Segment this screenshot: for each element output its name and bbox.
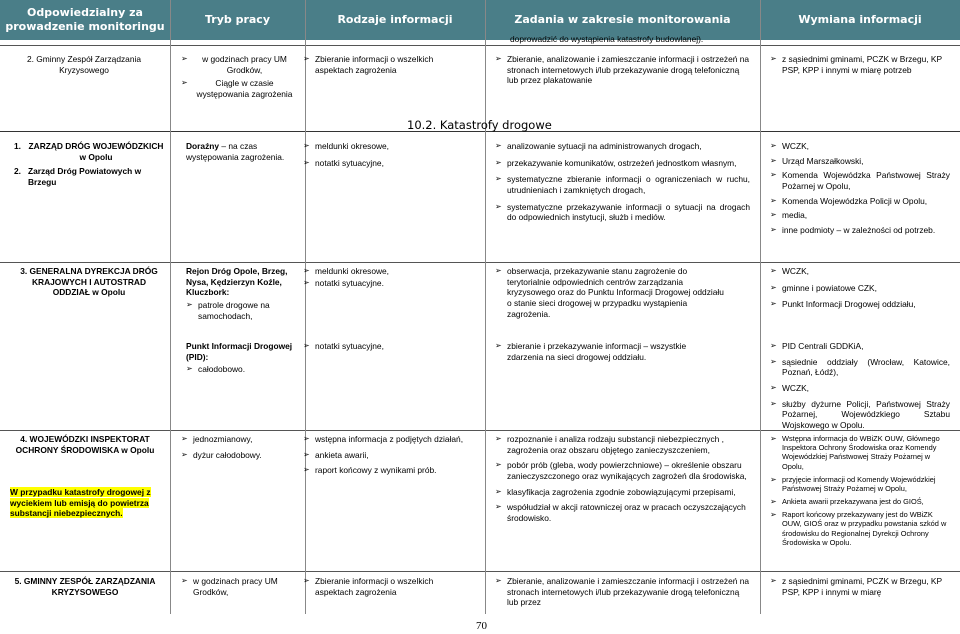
row4-mode-list	[186, 364, 298, 375]
row4-info-list	[303, 341, 473, 355]
row3-exchange-list	[770, 266, 955, 313]
row6-exchange-list	[770, 576, 950, 600]
row2-responsible-item: 1. ZARZĄD DRÓG WOJEWÓDZKICH w Opolu	[14, 141, 164, 162]
column-divider	[760, 0, 761, 614]
row2-exchange-item: ➢ Urząd Marszałkowski,	[770, 156, 950, 167]
row5-info-list	[303, 434, 473, 479]
row4-mode-item: ➢ całodobowo.	[186, 364, 298, 375]
row2-task-item: ➢ systematyczne przekazywanie informacji o sytuacji na drogach do odpowiednich instytucji, służb i mediów.	[495, 202, 750, 223]
header-work-mode: Tryb pracy	[170, 0, 305, 40]
row1-task-item: ➢ Zbieranie, analizowanie i zamieszczanie informacji i ostrzeżeń na stronach internetowych i/lub przekazywanie drogą telefoniczną lub przez plakatowanie	[495, 54, 750, 86]
row-divider	[0, 45, 960, 46]
row3-tasks-list	[495, 266, 725, 322]
row3-info-list	[303, 266, 473, 291]
row2-responsible-text: ZARZĄD DRÓG WOJEWÓDZKICH w Opolu	[28, 141, 164, 162]
row6-responsible: 5. GMINNY ZESPÓŁ ZARZĄDZANIA KRYZYSOWEGO	[14, 576, 156, 597]
row4-tasks-list	[495, 341, 715, 365]
header-monitoring-tasks: Zadania w zakresie monitorowania	[485, 0, 760, 40]
row2-exchange-item: ➢ inne podmioty – w zależności od potrzeb.	[770, 225, 950, 236]
row6-info-item: ➢ Zbieranie informacji o wszelkich aspektach zagrożenia	[303, 576, 473, 597]
row3-info-item: ➢ notatki sytuacyjne.	[303, 278, 473, 289]
row-divider	[0, 571, 960, 572]
row6-info-list	[303, 576, 473, 600]
row2-exchange-list	[770, 141, 950, 239]
row5-mode-list	[181, 434, 296, 463]
row2-tasks-list	[495, 141, 750, 226]
row2-mode	[186, 141, 286, 162]
row2-info-list	[303, 141, 473, 171]
row2-exchange-item: ➢ Komenda Wojewódzka Państwowej Straży Pożarnej w Opolu,	[770, 170, 950, 191]
row3-exchange-item: ➢ Punkt Informacji Drogowej oddziału,	[770, 299, 955, 310]
row4-exchange-item: ➢ PID Centrali GDDKiA,	[770, 341, 950, 352]
row1-exchange-list	[770, 54, 950, 78]
row6-task-item: ➢ Zbieranie, analizowanie i zamieszczanie informacji i ostrzeżeń na stronach internetowych i/lub przekazywanie drogą telefoniczną lub przez	[495, 576, 750, 608]
row5-info-item: ➢ raport końcowy z wynikami prób.	[303, 465, 473, 476]
row2-mode-label: Doraźny	[186, 141, 220, 151]
row5-exchange-item: ➢ Ankieta awarii przekazywana jest do GIOŚ,	[770, 497, 950, 506]
row5-task-item: ➢ pobór prób (gleba, wody powierzchniowe) – określenie obszaru zanieczyszczonego oraz wynikających zagrożeń dla środowiska,	[495, 460, 755, 481]
row6-mode-list	[181, 576, 296, 600]
row3-mode-list	[186, 300, 298, 321]
row3-exchange-item: ➢ WCZK,	[770, 266, 955, 277]
row5-responsible: 4. WOJEWÓDZKI INSPEKTORAT OCHRONY ŚRODOWISKA w Opolu	[15, 434, 155, 455]
row3-exchange-item: ➢ gminne i powiatowe CZK,	[770, 283, 955, 294]
row2-mode-text: – na czas występowania zagrożenia.	[186, 141, 285, 162]
row1-mode-list	[181, 54, 296, 103]
row4-exchange-list	[770, 341, 950, 434]
page-number: 70	[476, 620, 487, 632]
row4-info-item: ➢ notatki sytuacyjne,	[303, 341, 473, 352]
column-divider	[170, 0, 171, 614]
header-info-exchange: Wymiana informacji	[760, 0, 960, 40]
row4-exchange-item: ➢ sąsiednie oddziały (Wrocław, Katowice, Poznań, Łódź),	[770, 357, 950, 378]
row4-exchange-item: ➢ służby dyżurne Policji, Państwowej Straży Pożarnej, Wojewódzkiego Sztabu Wojskowego w Opolu.	[770, 399, 950, 431]
column-divider	[485, 0, 486, 614]
continuation-text: doprowadzić do wystąpienia katastrofy budowlanej).	[510, 34, 704, 44]
row5-task-item: ➢ współudział w akcji ratowniczej oraz w pracach oczyszczających środowisko.	[495, 502, 755, 523]
row6-mode-item: ➢ w godzinach pracy UM Grodków,	[181, 576, 296, 597]
row5-tasks-list	[495, 434, 755, 527]
header-info-types: Rodzaje informacji	[305, 0, 485, 40]
row2-responsible-item: 2. Zarząd Dróg Powiatowych w Brzegu	[14, 166, 142, 188]
row2-info-item: ➢ meldunki okresowe,	[303, 141, 473, 152]
row1-info-list	[303, 54, 473, 78]
row2-exchange-item: ➢ WCZK,	[770, 141, 950, 152]
row1-exchange-item: ➢ z sąsiednimi gminami, PCZK w Brzegu, KP PSP, KPP i innymi w miarę potrzeb	[770, 54, 950, 75]
row1-info-item: ➢ Zbieranie informacji o wszelkich aspektach zagrożenia	[303, 54, 473, 75]
row6-tasks-list	[495, 576, 750, 611]
row2-responsible-text: Zarząd Dróg Powiatowych w Brzegu	[28, 166, 142, 188]
row2-task-item: ➢ analizowanie sytuacji na administrowanych drogach,	[495, 141, 750, 152]
row2-exchange-item: ➢ media,	[770, 210, 950, 221]
row2-task-item: ➢ systematyczne zbieranie informacji o ograniczeniach w ruchu, utrudnieniach i zamkniętych drogach,	[495, 174, 750, 195]
row5-exchange-list	[770, 434, 950, 550]
row5-exchange-item: ➢ przyjęcie informacji od Komendy Wojewódzkiej Państwowej Straży Pożarnej w Opolu,	[770, 475, 950, 493]
row4-exchange-item: ➢ WCZK,	[770, 383, 950, 394]
row5-task-item: ➢ rozpoznanie i analiza rodzaju substancji niebezpiecznych , zagrożenia oraz obszaru objętego zanieczyszczeniem,	[495, 434, 755, 455]
row3-mode	[186, 266, 298, 324]
row5-task-item: ➢ klasyfikacja zagrożenia zgodnie zobowiązującymi przepisami,	[495, 487, 755, 498]
row2-responsible-list	[14, 141, 164, 188]
row3-info-item: ➢ meldunki okresowe,	[303, 266, 473, 277]
column-divider	[305, 0, 306, 614]
row5-mode-item: ➢ dyżur całodobowy.	[181, 450, 296, 461]
row5-exchange-item: ➢ Wstępna informacja do WBiZK OUW, Głównego Inspektora Ochrony Środowiska oraz Komendy Wojewódzkiej Państwowej Straży Pożarnej w Opolu,	[770, 434, 950, 471]
row5-info-item: ➢ ankieta awarii,	[303, 450, 473, 461]
row1-responsible: 2. Gminny Zespół Zarządzania Kryzysowego	[26, 54, 142, 75]
row2-exchange-item: ➢ Komenda Wojewódzka Policji w Opolu,	[770, 196, 950, 207]
row4-task-item: ➢ zbieranie i przekazywanie informacji – wszystkie zdarzenia na sieci drogowej oddziału.	[495, 341, 715, 362]
section-title: 10.2. Katastrofy drogowe	[407, 118, 552, 132]
row-divider	[0, 262, 960, 263]
row1-mode-item: ➢ Ciągle w czasie występowania zagrożenia	[181, 78, 296, 99]
row1-tasks-list	[495, 54, 750, 89]
row1-mode-item: ➢ w godzinach pracy UM Grodków,	[181, 54, 296, 75]
row5-highlight-note: W przypadku katastrofy drogowej z wyciekiem lub emisją do powietrza substancji niebezpiecznych.	[10, 487, 151, 519]
row5-exchange-item: ➢ Raport końcowy przekazywany jest do WBiZK OUW, GIOŚ oraz w przypadku powstania szkód w środowisku do Regionalnej Dyrekcji Ochrony Środowiska w Opolu.	[770, 510, 950, 547]
row3-task-item: ➢ obserwacja, przekazywanie stanu zagrożenie do terytorialnie odpowiednich centrów zarządzania kryzysowego oraz do Punktu Informacji Drogowej oddziału o stanie sieci drogowej w przypadku wystąpienia zagrożenia.	[495, 266, 725, 319]
row5-info-item: ➢ wstępna informacja z podjętych działań,	[303, 434, 473, 445]
row2-info-item: ➢ notatki sytuacyjne,	[303, 158, 473, 169]
row2-task-item: ➢ przekazywanie komunikatów, ostrzeżeń jednostkom własnym,	[495, 158, 750, 169]
row4-mode	[186, 341, 298, 378]
row3-responsible: 3. GENERALNA DYREKCJA DRÓG KRAJOWYCH I AUTOSTRAD ODDZIAŁ w Opolu	[20, 266, 158, 298]
row3-mode-heading: Rejon Dróg Opole, Brzeg, Nysa, Kędzierzyn Koźle, Kluczbork:	[186, 266, 288, 298]
row4-mode-heading: Punkt Informacji Drogowej (PID):	[186, 341, 293, 362]
row3-mode-item: ➢ patrole drogowe na samochodach,	[186, 300, 298, 321]
header-responsible: Odpowiedzialny za prowadzenie monitoringu	[0, 0, 170, 40]
row5-note	[10, 487, 168, 519]
row6-exchange-item: ➢ z sąsiednimi gminami, PCZK w Brzegu, KP PSP, KPP i innymi w miarę	[770, 576, 950, 597]
row5-mode-item: ➢ jednozmianowy,	[181, 434, 296, 445]
